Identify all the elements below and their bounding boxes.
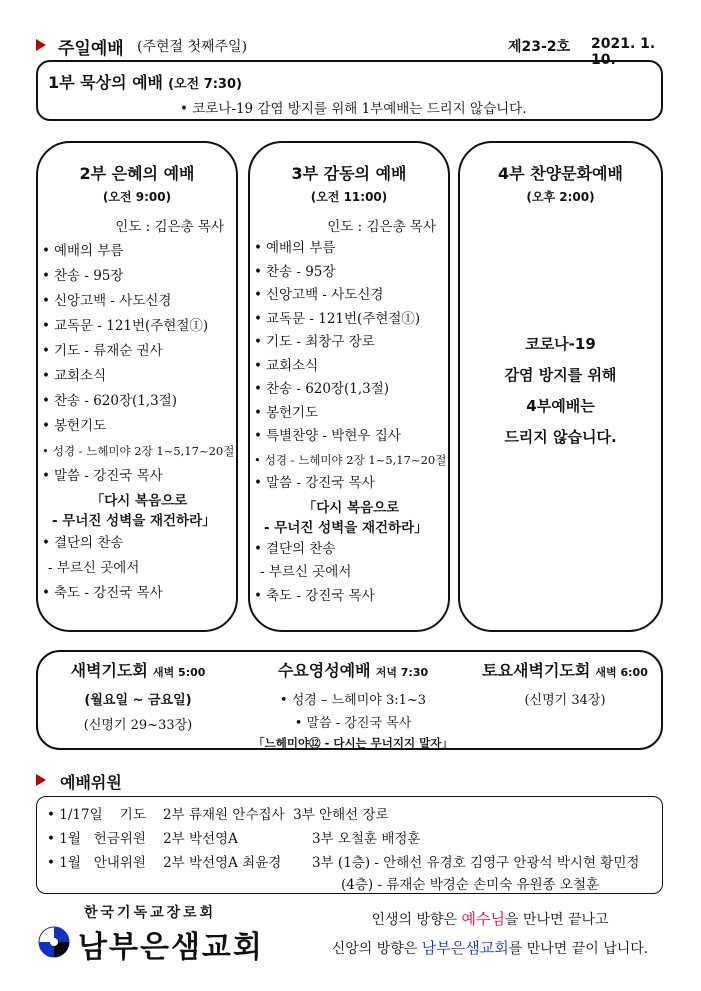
service3-benediction: • 축도 - 강진국 목사 <box>254 585 448 609</box>
service4-note <box>460 329 661 453</box>
church-logo <box>36 898 316 968</box>
service3-time: (오전 11:00) <box>310 190 388 204</box>
committee-box <box>36 796 663 894</box>
service3-box <box>248 141 450 632</box>
service2-item: • 찬송 - 620장(1,3절) <box>42 389 236 414</box>
service2-order <box>38 239 236 606</box>
page-title: 주일예배 <box>58 39 124 59</box>
denomination-name: 한국기독교장로회 <box>84 905 217 921</box>
service4-time: (오후 2:00) <box>526 190 595 204</box>
service2-item: • 교회소식 <box>42 364 236 389</box>
motto-highlight-jesus: 예수님 <box>461 910 505 928</box>
motto <box>310 908 670 958</box>
service3-item: • 신앙고백 - 사도신경 <box>254 284 448 308</box>
service2-item: • 말씀 - 강진국 목사 <box>42 464 236 489</box>
service2-item: • 예배의 부름 <box>42 239 236 264</box>
service2-item: • 성경 - 느헤미야 2장 1~5,17~20절 <box>42 439 236 464</box>
service3-title: 3부 감동의 예배 <box>291 164 407 183</box>
motto-line2-c: 를 만나면 끝이 납니다. <box>508 941 649 957</box>
service3-item: • 성경 - 느헤미야 2장 1~5,17~20절 <box>254 449 448 473</box>
service2-box <box>36 141 238 632</box>
sat-title: 토요새벽기도회 <box>482 661 591 680</box>
motto-line2 <box>310 937 670 958</box>
header <box>36 34 666 68</box>
service3-sermon-title: 「다시 복음으로 <box>302 499 400 516</box>
dawn-title-row <box>38 658 238 681</box>
committee-row-prayer: • 1/17일 기도 2부 류재원 안수집사 3부 안해선 장로 <box>47 807 389 823</box>
dawn-time: 새벽 5:00 <box>152 666 206 679</box>
service3-item: • 찬송 - 95장 <box>254 261 448 285</box>
service1-time: (오전 7:30) <box>168 77 242 92</box>
header-arrow-icon <box>36 39 46 51</box>
service3-sermon-subtitle: - 무너진 성벽을 재건하라」 <box>264 519 428 536</box>
service2-sermon-title: 「다시 복음으로 <box>90 493 188 509</box>
motto-highlight-church: 남부은샘교회 <box>421 939 509 957</box>
committee-row-usher-3: 3부 (1층) - 안해선 유경호 김영구 안광석 박시현 황민정 <box>312 855 640 871</box>
service3-item: • 교독문 - 121번(주현절①) <box>254 308 448 332</box>
church-emblem-icon <box>38 926 70 958</box>
issue-date: 2021. 1. 10. <box>591 36 656 68</box>
service4-note-line: 드리지 않습니다. <box>504 428 617 446</box>
committee-row-usher-4: (4층) - 류재순 박경순 손미숙 유원종 오철훈 <box>341 877 600 893</box>
motto-line1-c: 을 만나면 끝나고 <box>504 912 609 928</box>
service4-title: 4부 찬양문화예배 <box>498 164 623 183</box>
service2-leader: 인도 : 김은총 목사 <box>115 219 224 235</box>
service2-item: • 기도 - 류재순 권사 <box>42 339 236 364</box>
motto-line1-a: 인생의 방향은 <box>371 912 462 928</box>
wednesday-service <box>238 658 468 751</box>
service4-note-line: 코로나-19 <box>525 335 596 353</box>
wed-title: 수요영성예배 <box>277 661 371 680</box>
dawn-days: (월요일 ~ 금요일) <box>84 693 192 708</box>
service3-item: • 예배의 부름 <box>254 237 448 261</box>
wed-time: 저녁 7:30 <box>375 666 429 679</box>
service3-item: • 기도 - 최창구 장로 <box>254 331 448 355</box>
service2-closing-hymn-title: - 부르신 곳에서 <box>48 560 140 576</box>
dawn-text: (신명기 29~33장) <box>83 718 193 733</box>
service2-item: • 신앙고백 - 사도신경 <box>42 289 236 314</box>
service1-note: • 코로나-19 감염 방지를 위해 1부예배는 드리지 않습니다. <box>180 101 527 117</box>
service2-closing-hymn: • 결단의 찬송 <box>42 531 236 556</box>
service3-order <box>250 237 448 608</box>
service2-benediction: • 축도 - 강진국 목사 <box>42 581 236 606</box>
service1-box <box>36 60 663 121</box>
service3-item: • 특별찬양 - 박현우 집사 <box>254 425 448 449</box>
service2-item: • 봉헌기도 <box>42 414 236 439</box>
weekday-box <box>36 650 663 750</box>
service3-item: • 찬송 - 620장(1,3절) <box>254 378 448 402</box>
service2-item: • 찬송 - 95장 <box>42 264 236 289</box>
service3-item: • 봉헌기도 <box>254 402 448 426</box>
service2-sermon-subtitle: - 무너진 성벽을 재건하라」 <box>52 513 216 529</box>
sat-time: 새벽 6:00 <box>595 666 648 679</box>
service3-item: • 말씀 - 강진국 목사 <box>254 472 448 496</box>
wed-sermon: • 말씀 - 강진국 목사 <box>294 716 412 731</box>
service4-note-line: 4부예배는 <box>526 397 595 415</box>
saturday-dawn-prayer <box>470 658 660 708</box>
service2-item: • 교독문 - 121번(주현절①) <box>42 314 236 339</box>
service1-title-row <box>48 70 242 93</box>
motto-line2-a: 신앙의 방향은 <box>331 941 422 957</box>
committee-row-usher: • 1월 안내위원 2부 박선영A 최윤경 <box>47 855 282 871</box>
service2-title: 2부 은혜의 예배 <box>79 164 195 183</box>
committee-row-offering: • 1월 헌금위원 2부 박선영A <box>47 831 238 847</box>
service3-closing-hymn-title: - 부르신 곳에서 <box>260 564 352 580</box>
service4-box <box>458 141 663 632</box>
service3-closing-hymn: • 결단의 찬송 <box>254 538 448 562</box>
service3-leader: 인도 : 김은총 목사 <box>327 219 436 235</box>
wed-title-row <box>238 658 468 681</box>
page-subtitle: (주현절 첫째주일) <box>137 39 248 55</box>
service1-title: 1부 묵상의 예배 <box>48 73 164 92</box>
sat-title-row <box>470 658 660 681</box>
dawn-title: 새벽기도회 <box>70 661 148 680</box>
service4-note-line: 감염 방지를 위해 <box>504 366 617 384</box>
church-name: 남부은샘교회 <box>78 930 264 965</box>
issue-number: 제23-2호 <box>508 39 571 55</box>
service2-time: (오전 9:00) <box>102 190 172 204</box>
committee-arrow-icon <box>36 774 46 786</box>
motto-line1 <box>310 908 670 929</box>
committee-title: 예배위원 <box>60 773 122 792</box>
committee-row-offering-3: 3부 오철훈 배정훈 <box>312 831 421 847</box>
service3-item: • 교회소식 <box>254 355 448 379</box>
dawn-prayer <box>38 658 238 733</box>
wed-scripture: • 성경 – 느헤미야 3:1~3 <box>279 693 427 708</box>
wed-theme: 「느헤미야⑫ - 다시는 무너지지 말자」 <box>253 736 453 750</box>
sat-text: (신명기 34장) <box>524 693 606 708</box>
